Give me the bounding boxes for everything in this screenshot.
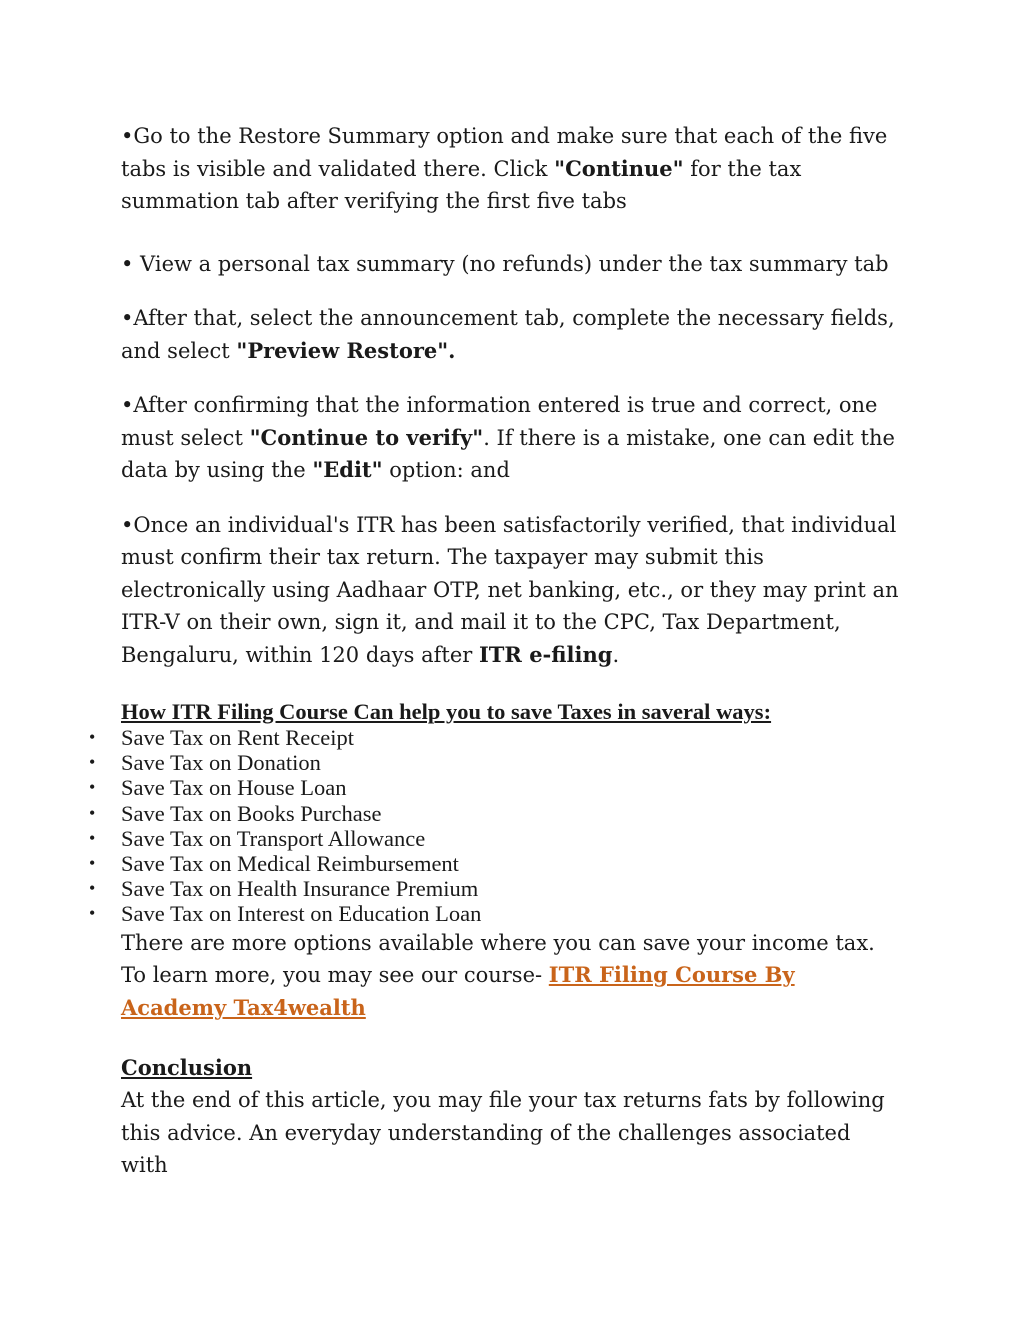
edit-label: "Edit" [312, 457, 383, 482]
paragraph-more-options: There are more options available where you can save your income tax. To learn more, you may see our course- ITR Filing Course By Academy Tax4wealth [121, 930, 875, 1020]
section-heading: How ITR Filing Course Can help you to save Taxes in saveral ways: [121, 699, 772, 724]
list-item: • Save Tax on Health Insurance Premium [121, 876, 901, 901]
list-item: • Save Tax on Rent Receipt [121, 725, 901, 750]
list-item: • Save Tax on Donation [121, 750, 901, 775]
document-page [121, 120, 901, 1182]
list-item: • Save Tax on Transport Allowance [121, 826, 901, 851]
paragraph-confirm-return: •Once an individual's ITR has been satisfactorily verified, that individual must confirm their tax return. The taxpayer may submit this electronically using Aadhaar OTP, net banking, etc., or they may print an ITR-V on their own, sign it, and mail it to the CPC, Tax Department, Bengaluru, within 120 days after ITR e-filing. [121, 512, 899, 667]
conclusion-heading: Conclusion [121, 1055, 253, 1081]
preview-restore-label: "Preview Restore". [236, 337, 456, 363]
list-item: • Save Tax on Books Purchase [121, 801, 901, 826]
paragraph-announcement: •After that, select the announcement tab, complete the necessary fields, and select "Preview Restore". [121, 306, 895, 363]
continue-to-verify-label: "Continue to verify" [249, 424, 484, 450]
list-item: • Save Tax on Medical Reimbursement [121, 851, 901, 876]
paragraph-verify: •After confirming that the information entered is true and correct, one must select "Continue to verify". If there is a mistake, one can edit the data by using the "Edit" option: and [121, 393, 895, 482]
paragraph-tax-summary: • View a personal tax summary (no refunds) under the tax summary tab [121, 251, 889, 276]
course-link[interactable]: ITR Filing Course By Academy Tax4wealth [121, 962, 795, 1020]
conclusion-text: At the end of this article, you may file your tax returns fats by following this advice. An everyday understanding of the challenges associated with [121, 1088, 885, 1178]
list-item: • Save Tax on House Loan [121, 775, 901, 800]
list-item: • Save Tax on Interest on Education Loan [121, 901, 901, 926]
itr-efiling-label: ITR e-filing [478, 641, 613, 667]
save-tax-list [121, 725, 901, 927]
continue-label: "Continue" [554, 155, 684, 181]
paragraph-restore-summary: •Go to the Restore Summary option and make sure that each of the five tabs is visible and validated there. Click "Continue" for the tax summation tab after verifying the first five tabs [121, 124, 888, 213]
